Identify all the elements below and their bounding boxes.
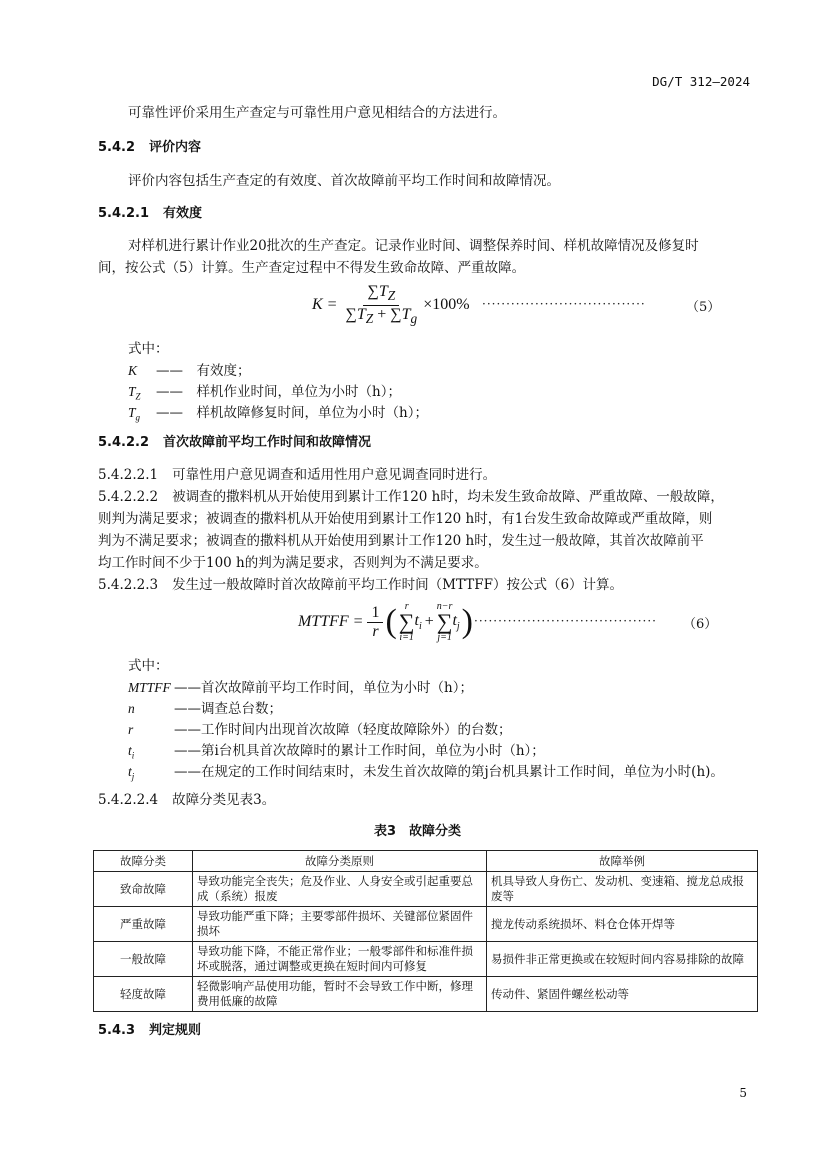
section-5-4-2-2-2-line3: 判为不满足要求；被调查的撒料机从开始使用到累计工作120 h时，发生过一般故障，其首次故障前平 xyxy=(98,533,704,549)
plus-sign: + xyxy=(424,613,434,630)
subscript: Z xyxy=(387,288,396,304)
definitions-label: 式中： xyxy=(128,658,169,674)
definition-text: 样机作业时间，单位为小时（h）； xyxy=(196,384,401,400)
subscript: g xyxy=(410,310,418,326)
section-5-4-2-heading xyxy=(98,136,201,155)
section-5-4-2-2-2-line2: 则判为满足要求；被调查的撒料机从开始使用到累计工作120 h时，有1台发生致命故障或严重故障，则 xyxy=(98,511,713,527)
section-text: 发生过一般故障时首次故障前平均工作时间（MTTFF）按公式（6）计算。 xyxy=(172,577,624,593)
section-number: 5.4.2.2.4 xyxy=(98,792,159,808)
fraction-numerator: 1 xyxy=(367,604,383,623)
symbol: $t_i$ xyxy=(128,743,135,761)
section-text: 被调查的撒料机从开始使用到累计工作120 h时，均未发生致命故障、严重故障、一般故障， xyxy=(172,489,724,505)
section-title: 首次故障前平均工作时间和故障情况 xyxy=(163,435,372,450)
fraction-denominator: r xyxy=(372,622,379,640)
dash: —— xyxy=(156,363,183,379)
formula-multiplier: ×100% xyxy=(423,296,470,313)
sum-symbol: ∑ xyxy=(398,609,415,634)
section-5-4-2-2-heading xyxy=(98,431,371,450)
fault-rule: 导致功能完全丧失；危及作业、人身安全或引起重要总成（系统）报废 xyxy=(193,872,487,907)
definition-text: ——第i台机具首次故障时的累计工作时间，单位为小时（h）； xyxy=(174,743,545,759)
symbol: MTTFF xyxy=(128,680,171,695)
leader-dots: ······································ xyxy=(474,614,657,628)
paren-left: ( xyxy=(385,603,397,640)
fraction-numerator xyxy=(363,283,399,305)
symbol: K xyxy=(128,363,138,378)
column-header: 故障分类 xyxy=(94,851,193,872)
fault-example: 传动件、紧固件螺丝松动等 xyxy=(487,977,758,1012)
symbol: n xyxy=(128,701,135,716)
section-5-4-2-1-line1: 对样机进行累计作业20批次的生产查定。记录作业时间、调整保养时间、样机故障情况及修复时 xyxy=(128,238,699,254)
equation-number: （6） xyxy=(683,617,718,632)
definition-row xyxy=(128,360,428,381)
fault-example: 搅龙传动系统损坏、料仓仓体开焊等 xyxy=(487,907,758,942)
section-5-4-2-1-heading xyxy=(98,202,202,221)
definition-text: ——调查总台数； xyxy=(174,701,282,717)
section-number: 5.4.2.2.1 xyxy=(98,467,159,483)
section-5-4-2-2-3 xyxy=(98,573,623,593)
sum-1 xyxy=(399,601,415,643)
section-5-4-3-heading xyxy=(98,1019,201,1038)
dash: —— xyxy=(156,384,183,400)
definition-text: ——在规定的工作时间结束时，未发生首次故障的第j台机具累计工作时间，单位为小时(h)。 xyxy=(174,764,724,780)
symbol: r xyxy=(128,722,134,737)
document-number: DG/T 312—2024 xyxy=(652,74,750,89)
fraction-denominator xyxy=(341,306,421,327)
section-title: 评价内容 xyxy=(149,140,202,155)
fault-classification-table xyxy=(93,850,758,1012)
sum-symbol: ∑T xyxy=(345,305,366,323)
section-5-4-2-2-2-line4: 均工作时间不少于100 h的判为满足要求，否则判为不满足要求。 xyxy=(98,555,488,571)
fault-example: 机具导致人身伤亡、发动机、变速箱、搅龙总成报废等 xyxy=(487,872,758,907)
column-header: 故障举例 xyxy=(487,851,758,872)
definition-text: 样机故障修复时间，单位为小时（h）； xyxy=(196,405,428,421)
term-2: $t_j$ xyxy=(452,611,460,633)
section-5-4-2-2-1 xyxy=(98,463,496,483)
fault-category: 致命故障 xyxy=(94,872,193,907)
table-row xyxy=(94,907,758,942)
sum-symbol: ∑T xyxy=(367,283,388,301)
fault-category: 严重故障 xyxy=(94,907,193,942)
sum-upper: r xyxy=(404,601,409,612)
symbol: $T_g$ xyxy=(128,405,141,423)
subscript: Z xyxy=(365,310,374,326)
section-number: 5.4.2.2 xyxy=(98,435,149,450)
definition-row xyxy=(128,677,724,698)
table-header-row xyxy=(94,851,758,872)
sum-lower: j=1 xyxy=(437,632,452,643)
section-number: 5.4.3 xyxy=(98,1023,136,1038)
definition-text: ——工作时间内出现首次故障（轻度故障除外）的台数； xyxy=(174,722,512,738)
fault-rule: 导致功能下降，不能正常作业；一般零部件和标准件损坏或脱落，通过调整或更换在短时间内可修复 xyxy=(193,942,487,977)
formula-5-definitions xyxy=(128,339,428,423)
section-5-4-2-2-2-line1 xyxy=(98,485,724,505)
formula-fraction xyxy=(367,604,383,641)
definition-row xyxy=(128,381,428,402)
section-text: 可靠性用户意见调查和适用性用户意见调查同时进行。 xyxy=(172,467,497,483)
fault-category: 轻度故障 xyxy=(94,977,193,1012)
fault-rule: 导致功能严重下降；主要零部件损坏、关键部位紧固件损坏 xyxy=(193,907,487,942)
definition-row xyxy=(128,402,428,423)
section-number: 5.4.2.1 xyxy=(98,206,149,221)
definition-row xyxy=(128,740,724,761)
table-row xyxy=(94,872,758,907)
formula-5 xyxy=(312,281,470,329)
term-1: $t_i$ xyxy=(414,611,422,633)
definition-row xyxy=(128,761,724,782)
section-5-4-2-1-line2: 间，按公式（5）计算。生产查定过程中不得发生致命故障、严重故障。 xyxy=(98,260,526,276)
fault-rule: 轻微影响产品使用功能，暂时不会导致工作中断，修理费用低廉的故障 xyxy=(193,977,487,1012)
table-caption: 表3 故障分类 xyxy=(374,824,462,839)
paren-right: ) xyxy=(461,603,473,640)
section-title: 判定规则 xyxy=(149,1023,202,1038)
section-number: 5.4.2.2.2 xyxy=(98,489,159,505)
dash: —— xyxy=(156,405,183,421)
fault-example: 易损件非正常更换或在较短时间内容易排除的故障 xyxy=(487,942,758,977)
sum-lower: i=1 xyxy=(399,632,414,643)
sum-symbol: ∑ xyxy=(436,609,453,634)
sum-symbol: ∑T xyxy=(390,305,411,323)
symbol: $T_Z$ xyxy=(128,384,141,402)
equation-number: （5） xyxy=(686,300,721,315)
formula-6 xyxy=(298,596,473,648)
definitions-label: 式中： xyxy=(128,341,169,357)
column-header: 故障分类原则 xyxy=(193,851,487,872)
formula-6-definitions xyxy=(128,656,724,782)
section-number: 5.4.2 xyxy=(98,140,136,155)
symbol: $t_j$ xyxy=(128,764,135,782)
definition-row xyxy=(128,698,724,719)
section-number: 5.4.2.2.3 xyxy=(98,577,159,593)
definition-text: 有效度； xyxy=(196,363,251,379)
formula-lhs: MTTFF = xyxy=(298,613,364,630)
intro-paragraph: 可靠性评价采用生产查定与可靠性用户意见相结合的方法进行。 xyxy=(128,105,506,121)
table-row xyxy=(94,977,758,1012)
formula-fraction xyxy=(341,283,421,326)
table-row xyxy=(94,942,758,977)
section-5-4-2-2-4 xyxy=(98,788,275,808)
section-5-4-2-text: 评价内容包括生产查定的有效度、首次故障前平均工作时间和故障情况。 xyxy=(128,173,560,189)
page-number: 5 xyxy=(739,1086,747,1100)
formula-lhs: K = xyxy=(312,296,338,313)
section-title: 有效度 xyxy=(163,206,203,221)
plus-sign: + xyxy=(377,305,387,323)
fault-category: 一般故障 xyxy=(94,942,193,977)
sum-upper: n−r xyxy=(436,601,453,612)
sum-2 xyxy=(437,601,453,643)
leader-dots: ·································· xyxy=(482,297,646,311)
definition-text: ——首次故障前平均工作时间，单位为小时（h）； xyxy=(174,680,473,696)
definition-row xyxy=(128,719,724,740)
section-text: 故障分类见表3。 xyxy=(172,792,276,808)
